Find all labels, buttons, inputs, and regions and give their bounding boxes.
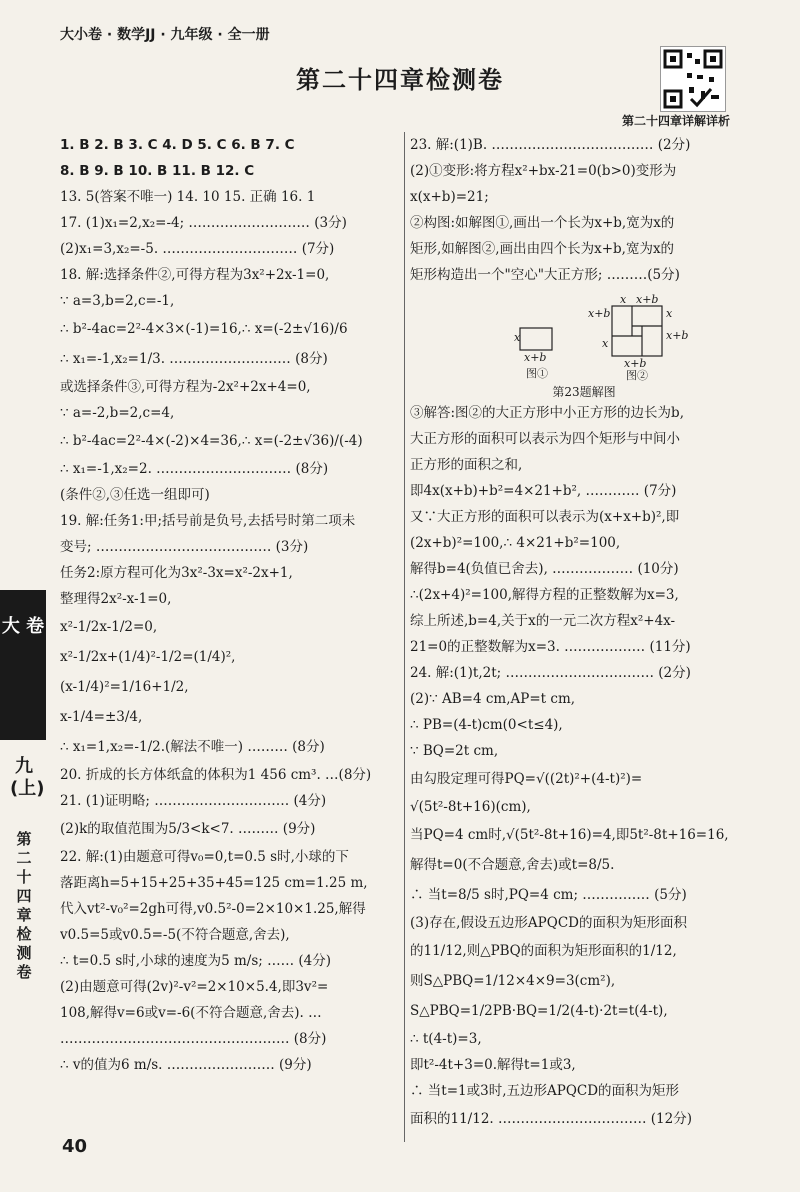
answer-line: ∴ PB=(4-t)cm(0<t≤4),: [410, 717, 563, 733]
answer-line: 矩形构造出一个"空心"大正方形; ………(5分): [410, 267, 680, 283]
answer-line: 解得t=0(不合题意,舍去)或t=8/5.: [410, 857, 615, 873]
book-header: 大小卷 · 数学JJ · 九年级 · 全一册: [60, 27, 270, 43]
answer-line: 即t²-4t+3=0.解得t=1或3,: [410, 1057, 576, 1073]
answer-line: 由勾股定理可得PQ=√((2t)²+(4-t)²)=: [410, 771, 643, 787]
answer-line: ∴(2x+4)²=100,解得方程的正整数解为x=3,: [410, 587, 679, 603]
answer-line: 24. 解:(1)t,2t; …………………………… (2分): [410, 665, 691, 681]
answer-line: 19. 解:任务1:甲;括号前是负号,去括号时第二项未: [60, 513, 356, 529]
answer-line: 整理得2x²-x-1=0,: [60, 591, 172, 607]
answer-line: 任务2:原方程可化为3x²-3x=x²-2x+1,: [60, 565, 293, 581]
answer-line: ∴ 当t=1或3时,五边形APQCD的面积为矩形: [410, 1083, 680, 1099]
figure-1-label: 图①: [526, 367, 548, 380]
answer-line: 落距离h=5+15+25+35+45=125 cm=1.25 m,: [60, 875, 368, 891]
answer-line: 20. 折成的长方体纸盒的体积为1 456 cm³. …(8分): [60, 767, 372, 783]
label-x: x: [514, 331, 521, 344]
answer-line: ∴ x₁=-1,x₂=1/3. ……………………… (8分): [60, 351, 328, 367]
figure-2-label: 图②: [626, 369, 648, 382]
answer-line: 解得b=4(负值已舍去), ……………… (10分): [410, 561, 679, 577]
answer-line: 22. 解:(1)由题意可得v₀=0,t=0.5 s时,小球的下: [60, 849, 349, 865]
answer-line: ∴ v的值为6 m/s. …………………… (9分): [60, 1057, 312, 1073]
answer-line: 大正方形的面积可以表示为四个矩形与中间小: [410, 431, 680, 447]
answer-line: (2)x₁=3,x₂=-5. ………………………… (7分): [60, 241, 335, 257]
answer-line: 当PQ=4 cm时,√(5t²-8t+16)=4,即5t²-8t+16=16,: [410, 827, 729, 843]
answer-line: 13. 5(答案不唯一) 14. 10 15. 正确 16. 1: [60, 189, 316, 205]
answers-left-column: [60, 132, 398, 1078]
label-x-plus-b: x+b: [636, 293, 659, 306]
answer-line: x²-1/2x+(1/4)²-1/2=(1/4)²,: [60, 649, 236, 665]
label-x: x: [666, 307, 673, 320]
answer-line: ∴ b²-4ac=2²-4×(-2)×4=36,∴ x=(-2±√36)/(-4): [60, 433, 363, 449]
side-tab: [0, 590, 46, 740]
answer-line: (条件②,③任选一组即可): [60, 487, 210, 503]
answer-line: √(5t²-8t+16)(cm),: [410, 799, 531, 815]
answer-line: 1. B 2. B 3. C 4. D 5. C 6. B 7. C: [60, 137, 295, 153]
answer-line: (2)①变形:将方程x²+bx-21=0(b>0)变形为: [410, 163, 677, 179]
answer-line: …………………………………………… (8分): [60, 1031, 327, 1047]
page-title: 第二十四章检测卷: [296, 66, 504, 94]
answer-line: 综上所述,b=4,关于x的一元二次方程x²+4x-: [410, 613, 676, 629]
answer-line: 21=0的正整数解为x=3. ……………… (11分): [410, 639, 691, 655]
figure-caption: 第23题解图: [552, 385, 616, 399]
label-x-plus-b: x+b: [524, 351, 547, 364]
answer-line: 8. B 9. B 10. B 11. B 12. C: [60, 163, 255, 179]
answer-line: 17. (1)x₁=2,x₂=-4; ……………………… (3分): [60, 215, 347, 231]
answer-line: 108,解得v=6或v=-6(不符合题意,舍去). …: [60, 1005, 322, 1021]
answer-line: ∴ 当t=8/5 s时,PQ=4 cm; …………… (5分): [410, 887, 687, 903]
answer-line: 或选择条件③,可得方程为-2x²+2x+4=0,: [60, 379, 311, 395]
answer-line: ③解答:图②的大正方形中小正方形的边长为b,: [410, 405, 684, 421]
answer-line: 的11/12,则△PBQ的面积为矩形面积的1/12,: [410, 943, 677, 959]
qr-caption: 第二十四章详解详析: [622, 114, 731, 128]
figure-diagram: [410, 292, 758, 384]
answers-right-column: [410, 132, 758, 1134]
answer-line: 代入vt²-v₀²=2gh可得,v0.5²-0=2×10×1.25,解得: [60, 901, 366, 917]
answer-line: 面积的11/12. …………………………… (12分): [410, 1111, 692, 1127]
answer-line: v0.5=5或v0.5=-5(不符合题意,舍去),: [60, 927, 290, 943]
column-divider: [404, 132, 405, 1142]
answer-line: ②构图:如解图①,画出一个长为x+b,宽为x的: [410, 215, 675, 231]
answer-line: 21. (1)证明略; ………………………… (4分): [60, 793, 327, 809]
answer-line: 矩形,如解图②,画出由四个长为x+b,宽为x的: [410, 241, 675, 257]
answer-line: 则S△PBQ=1/12×4×9=3(cm²),: [410, 973, 616, 989]
q23-solution-figure: [410, 292, 758, 384]
answer-line: (2)由题意可得(2v)²-v²=2×10×5.4,即3v²=: [60, 979, 329, 995]
answer-line: (2x+b)²=100,∴ 4×21+b²=100,: [410, 535, 621, 551]
answer-line: ∴ x₁=-1,x₂=2. ………………………… (8分): [60, 461, 329, 477]
label-x-plus-b: x+b: [666, 329, 689, 342]
answer-line: x²-1/2x-1/2=0,: [60, 619, 158, 635]
label-x: x: [620, 293, 627, 306]
side-grade-label: 九(上): [10, 756, 45, 799]
answer-line: (x-1/4)²=1/16+1/2,: [60, 679, 189, 695]
answer-line: ∵ BQ=2t cm,: [410, 743, 499, 759]
answer-line: (2)k的取值范围为5/3<k<7. ……… (9分): [60, 821, 316, 837]
answer-line: (2)∵ AB=4 cm,AP=t cm,: [410, 691, 576, 707]
answer-line: 变号; ………………………………… (3分): [60, 539, 309, 555]
qr-code[interactable]: [660, 46, 726, 112]
page-number: 40: [62, 1136, 88, 1157]
side-tab-label: 大 卷: [1, 616, 45, 637]
answer-line: S△PBQ=1/2PB·BQ=1/2(4-t)·2t=t(4-t),: [410, 1003, 668, 1019]
answer-line: 正方形的面积之和,: [410, 457, 523, 473]
answer-line: x(x+b)=21;: [410, 189, 489, 205]
answer-line: (3)存在,假设五边形APQCD的面积为矩形面积: [410, 915, 687, 931]
answer-line: x-1/4=±3/4,: [60, 709, 143, 725]
side-chapter-label: 第二十四章检测卷: [16, 830, 32, 981]
answer-line: 18. 解:选择条件②,可得方程为3x²+2x-1=0,: [60, 267, 330, 283]
answer-line: ∴ x₁=1,x₂=-1/2.(解法不唯一) ……… (8分): [60, 739, 325, 755]
answer-line: ∵ a=-2,b=2,c=4,: [60, 405, 175, 421]
figure-1-rectangle: [520, 328, 552, 350]
answer-line: ∴ t=0.5 s时,小球的速度为5 m/s; …… (4分): [60, 953, 332, 969]
figure-2-big-square: [612, 306, 662, 356]
answer-line: ∴ b²-4ac=2²-4×3×(-1)=16,∴ x=(-2±√16)/6: [60, 321, 348, 337]
answer-line: ∴ t(4-t)=3,: [410, 1031, 482, 1047]
answer-line: 又∵大正方形的面积可以表示为(x+x+b)²,即: [410, 509, 680, 525]
answer-line: 即4x(x+b)+b²=4×21+b², ………… (7分): [410, 483, 677, 499]
answer-line: 23. 解:(1)B. ……………………………… (2分): [410, 137, 691, 153]
answer-line: ∵ a=3,b=2,c=-1,: [60, 293, 175, 309]
label-x-plus-b: x+b: [588, 307, 611, 320]
label-x: x: [602, 337, 609, 350]
label-x-plus-b: x+b: [624, 357, 647, 370]
